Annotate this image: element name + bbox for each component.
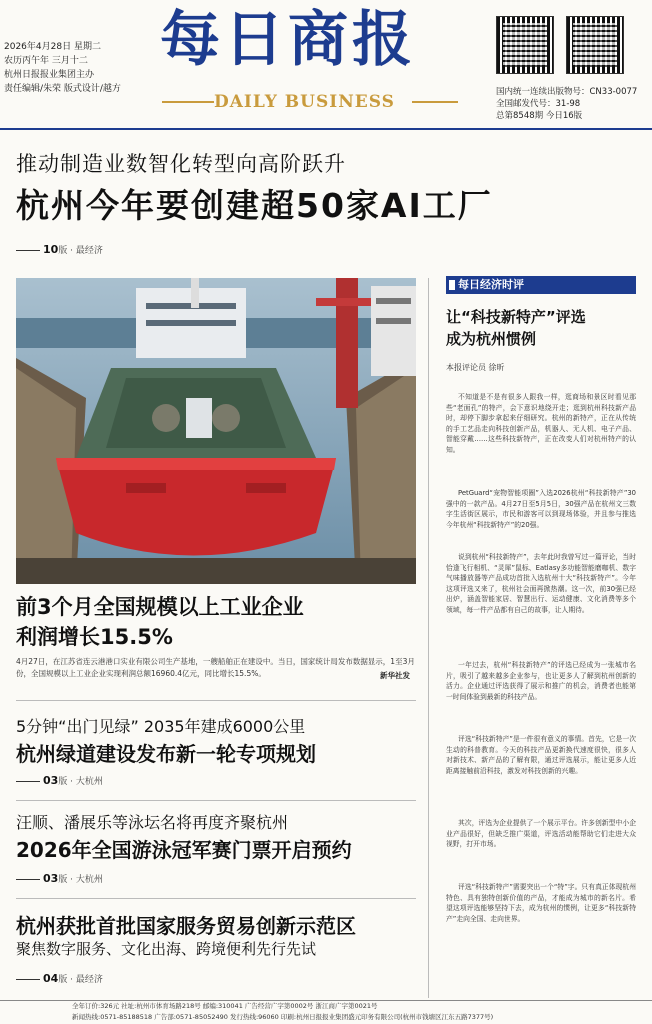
- qr-code-icon[interactable]: [566, 16, 624, 74]
- column-paragraph: 不知道是不是有很多人跟我一样，逛商场和景区时看见那些“老面孔”的特产，会下意识地绕开走；逛到杭州科技新产品时，却停下脚步拿起来仔细研究。杭州的新特产，正在从传统的手工艺品走向科技创新产品，机器人、无人机、电子产品、智能穿戴……这些科技新特产，正在改变人们对杭州特产的认知。: [446, 393, 636, 454]
- dash-icon: [16, 979, 40, 980]
- jump-section: 版 · 大杭州: [58, 875, 103, 885]
- logo-rule-right: [412, 101, 458, 103]
- jump-page-number: 03: [43, 872, 59, 885]
- story5-subheadline[interactable]: 聚焦数字服务、文化出海、跨境便利先行先试: [16, 940, 317, 958]
- issue-date: 2026年4月28日 星期二: [4, 42, 101, 52]
- jump-section: 版 · 最经济: [58, 246, 103, 256]
- story2-headline[interactable]: [16, 592, 304, 652]
- newspaper-logo: 每日商报: [160, 5, 416, 75]
- editors: 责任编辑/朱荣 版式设计/越方: [4, 84, 121, 94]
- lead-page-jump[interactable]: [16, 243, 103, 256]
- dash-icon: [16, 879, 40, 880]
- story4-page-jump[interactable]: [16, 872, 103, 885]
- postal-code-line: 全国邮发代号：31-98: [496, 99, 581, 109]
- story5-headline[interactable]: 杭州获批首批国家服务贸易创新示范区: [16, 914, 356, 938]
- footer-line1: 全年订价:326元 社址:杭州市体育场路218号 邮编:310041 广告经营广字第0002号 浙江商广字第0021号: [72, 1002, 378, 1010]
- issn-line: 国内统一连续出版物号：CN33-0077: [496, 87, 638, 97]
- jump-section: 版 · 最经济: [58, 975, 103, 985]
- column-paragraph: 一年过去，杭州“科技新特产”的评选已经成为一张城市名片，吸引了越来越多企业参与，也让更多人了解到杭州创新的活力。企业通过评选获得了展示和推广的机会，消费者也能第一时间体验到最新的科技产品。: [446, 661, 636, 701]
- story2-credit: 新华社发: [380, 671, 410, 680]
- column-headline[interactable]: [446, 306, 586, 350]
- column-paragraph: 评选“科技新特产”需要突出一个“特”字。只有真正体现杭州特色、具有独特创新价值的产品，才能成为城市的新名片。希望这项评选能够坚持下去，成为杭州的惯例，让更多“科技新特产”走向全国、走向世界。: [446, 883, 636, 923]
- column-headline-line2: 成为杭州惯例: [446, 330, 537, 348]
- story5-page-jump[interactable]: [16, 972, 103, 985]
- jump-page-number: 10: [43, 243, 59, 256]
- masthead: [0, 0, 652, 130]
- logo-rule-left: [162, 101, 214, 103]
- story3-page-jump[interactable]: [16, 774, 103, 787]
- column-paragraph: 评选“科技新特产”是一件很有意义的事情。首先，它是一次生动的科普教育。今天的科技产品更新换代速度很快，很多人对新技术、新产品的了解有限，通过评选展示，能让更多人近距离接触前沿科技，激发对科技创新的兴趣。: [446, 735, 636, 775]
- column-divider: [428, 278, 429, 998]
- qr-code-icon[interactable]: [496, 16, 554, 74]
- story4-subheadline[interactable]: 汪顺、潘展乐等泳坛名将再度齐聚杭州: [16, 813, 289, 832]
- ship-photo[interactable]: [16, 278, 416, 584]
- jump-section: 版 · 大杭州: [58, 777, 103, 787]
- date-block: [4, 40, 121, 96]
- dash-icon: [16, 250, 40, 251]
- lead-subheadline[interactable]: 推动制造业数智化转型向高阶跃升: [16, 152, 346, 176]
- story3-headline[interactable]: 杭州绿道建设发布新一轮专项规划: [16, 742, 316, 766]
- jump-page-number: 04: [43, 972, 59, 985]
- column-paragraph: PetGuard“宠物智能项圈”入选2026杭州“科技新特产”30强中的一款产品。4月27日至5月5日，30强产品在杭州文三数字生活街区展示，市民和游客可以到现场体验，并且参与推选今年杭州“科技新特产”的20强。: [446, 489, 636, 529]
- lead-headline[interactable]: 杭州今年要创建超50家AI工厂: [16, 186, 493, 225]
- section-divider: [16, 800, 416, 801]
- story2-headline-line2: 利润增长15.5%: [16, 625, 173, 649]
- publisher: 杭州日报报业集团主办: [4, 70, 95, 80]
- story4-headline[interactable]: 2026年全国游泳冠军赛门票开启预约: [16, 838, 352, 862]
- column-paragraph: 说到杭州“科技新特产”，去年此时我曾写过一篇评论，当时恰逢飞行相机、“灵犀”鼠标、Eatlasy多功能智能磨咖机、数字气味播放器等产品成功首批入选杭州十大“科技新特产”。今年这项评选又来了，杭州社会面再掀热潮。这一次，前30强已经出炉，涵盖智能家居、智慧出行、运动健康、文化消费等多个领域，每一件产品都有自己的故事，让人期待。: [446, 553, 636, 614]
- issue-number-line: 总第8548期 今日16版: [496, 111, 583, 121]
- lunar-date: 农历丙午年 三月十二: [4, 56, 88, 66]
- section-divider: [16, 898, 416, 899]
- column-headline-line1: 让“科技新特产”评选: [446, 308, 586, 326]
- footer-info: [0, 1000, 652, 1024]
- section-divider: [16, 700, 416, 701]
- ship-photo-illustration: [16, 278, 416, 584]
- column-banner: 每日经济时评: [446, 276, 636, 294]
- dash-icon: [16, 781, 40, 782]
- story2-headline-line1: 前3个月全国规模以上工业企业: [16, 595, 304, 619]
- story3-subheadline[interactable]: 5分钟“出门见绿” 2035年建成6000公里: [16, 717, 306, 736]
- story2-caption: 4月27日，在江苏省连云港港口实业有限公司生产基地，一艘船舶正在建设中。当日，国家统计局发布数据显示，1至3月份，全国规模以上工业企业实现利润总额16960.4亿元，同比增长15.5%。: [16, 657, 415, 678]
- column-byline: 本报评论员 徐昕: [446, 363, 505, 372]
- column-paragraph: 其次，评选为企业提供了一个展示平台。许多创新型中小企业产品很好，但缺乏推广渠道，评选活动能帮助它们走进大众视野，打开市场。: [446, 819, 636, 849]
- publication-info: [496, 86, 637, 122]
- newspaper-logo-english: DAILY BUSINESS: [214, 92, 395, 112]
- footer-line2: 新闻热线:0571-85188518 广告部:0571-85052490 发行热线:96060 印刷:杭州日报报业集团盛元印务有限公司(杭州市钱塘区江东五路7377号): [72, 1013, 494, 1021]
- jump-page-number: 03: [43, 774, 59, 787]
- masthead-divider: [0, 128, 652, 130]
